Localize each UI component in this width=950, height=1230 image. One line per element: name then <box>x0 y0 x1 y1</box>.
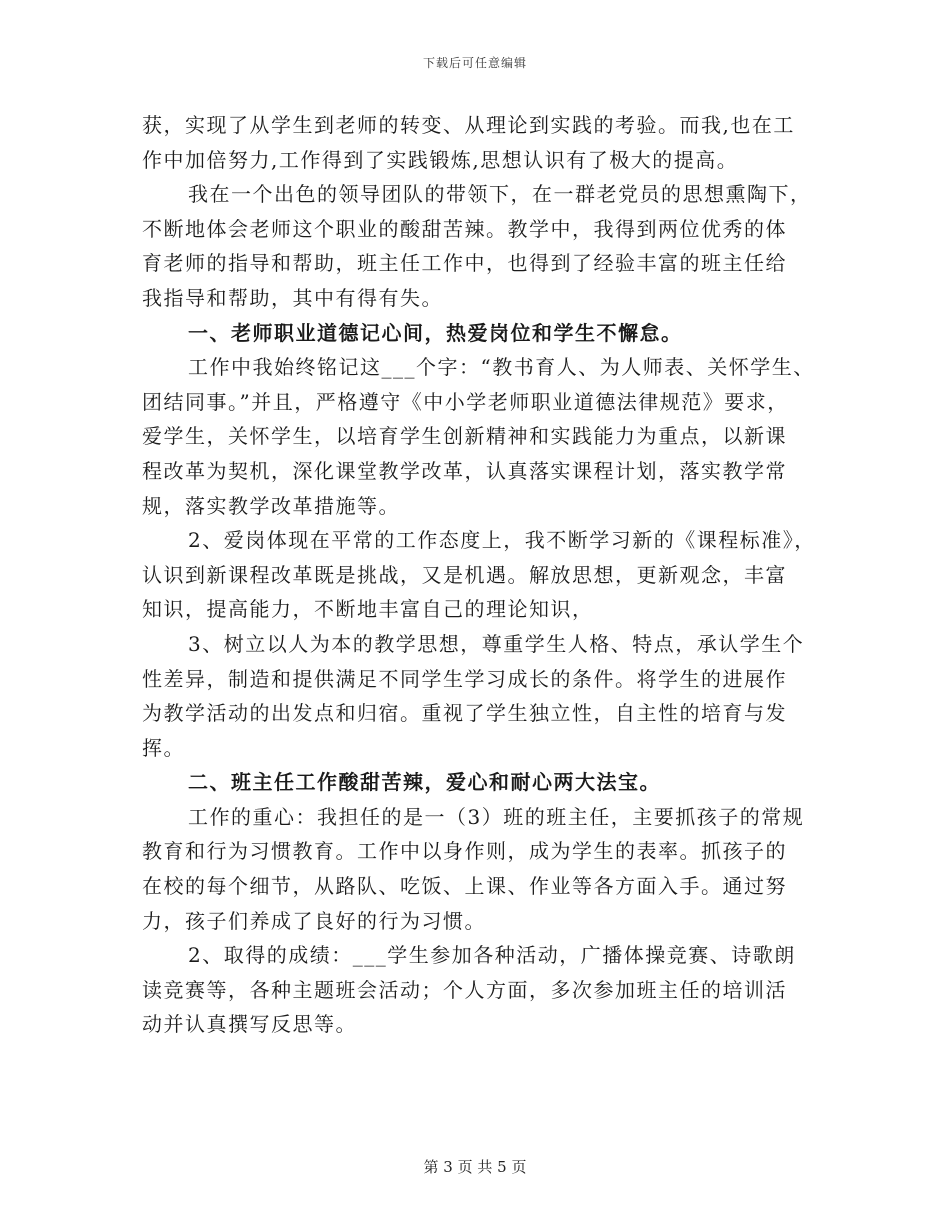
text-line: 工作中我始终铭记这___个字：“教书育人、为人师表、关怀学生、 <box>188 355 815 380</box>
text-line: 挥。 <box>142 735 185 760</box>
text-line: 团结同事。”并且，严格遵守《中小学老师职业道德法律规范》要求， <box>142 389 789 414</box>
text-line: 不断地体会老师这个职业的酸甜苦辣。教学中，我得到两位优秀的体 <box>142 216 787 241</box>
paragraph <box>142 800 814 938</box>
text-line: 力，孩子们养成了良好的行为习惯。 <box>142 908 486 933</box>
paragraph <box>142 177 814 315</box>
paragraph <box>142 108 814 177</box>
text-line: 教育和行为习惯教育。工作中以身作则，成为学生的表率。抓孩子的 <box>142 839 787 864</box>
text-line: 知识，提高能力，不断地丰富自己的理论知识， <box>142 597 594 622</box>
text-line: 工作的重心：我担任的是一（3）班的班主任，主要抓孩子的常规 <box>188 804 805 829</box>
text-line: 获，实现了从学生到老师的转变、从理论到实践的考验。而我,也在工 <box>142 113 795 137</box>
paragraph <box>142 523 814 627</box>
text-line: 动并认真撰写反思等。 <box>142 1012 357 1037</box>
text-line: 规，落实教学改革措施等。 <box>142 493 400 518</box>
text-line: 认识到新课程改革既是挑战，又是机遇。解放思想，更新观念，丰富 <box>142 562 787 587</box>
text-line: 一、老师职业道德记心间，热爱岗位和学生不懈怠。 <box>188 320 683 345</box>
text-line: 读竞赛等，各种主题班会活动；个人方面，多次参加班主任的培训活 <box>142 977 787 1002</box>
text-line: 3、树立以人为本的教学思想，尊重学生人格、特点，承认学生个 <box>188 631 805 656</box>
paragraph <box>142 627 814 765</box>
section-heading <box>142 316 814 351</box>
text-line: 育老师的指导和帮助，班主任工作中，也得到了经验丰富的班主任给 <box>142 251 787 276</box>
text-line: 二、班主任工作酸甜苦辣，爱心和耐心两大法宝。 <box>188 770 661 795</box>
text-line: 2、爱岗体现在平常的工作态度上，我不断学习新的《课程标准》， <box>188 528 816 553</box>
text-line: 在校的每个细节，从路队、吃饭、上课、作业等各方面入手。通过努 <box>142 874 787 899</box>
text-line: 爱学生，关怀学生，以培育学生创新精神和实践能力为重点，以新课 <box>142 424 787 449</box>
text-line: 我在一个出色的领导团队的带领下，在一群老党员的思想熏陶下， <box>188 182 812 207</box>
text-line: 2、取得的成绩：___学生参加各种活动，广播体操竞赛、诗歌朗 <box>188 943 796 968</box>
text-line: 作中加倍努力,工作得到了实践锻炼,思想认识有了极大的提高。 <box>142 147 739 172</box>
text-line: 程改革为契机，深化课堂教学改革，认真落实课程计划，落实教学常 <box>142 458 787 483</box>
section-heading <box>142 765 814 800</box>
text-line: 我指导和帮助，其中有得有失。 <box>142 285 443 310</box>
document-body <box>142 108 814 1042</box>
page-header: 下载后可任意编辑 <box>422 56 527 70</box>
paragraph <box>142 350 814 523</box>
text-line: 为教学活动的出发点和归宿。重视了学生独立性，自主性的培育与发 <box>142 701 787 726</box>
page-footer: 第 3 页 共 5 页 <box>423 1158 527 1176</box>
paragraph <box>142 938 814 1042</box>
text-line: 性差异，制造和提供满足不同学生学习成长的条件。将学生的进展作 <box>142 666 787 691</box>
